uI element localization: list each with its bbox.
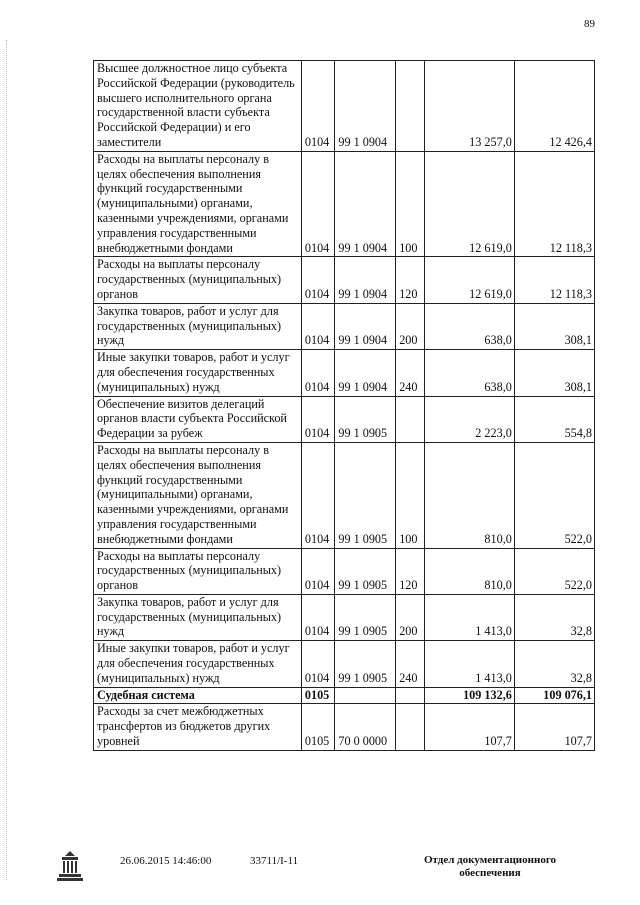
row-target-code: 99 1 0905 bbox=[335, 548, 396, 594]
row-target-code: 99 1 0904 bbox=[335, 257, 396, 303]
row-value-actual: 522,0 bbox=[514, 548, 594, 594]
table-row bbox=[94, 641, 595, 687]
row-expense-kind: 100 bbox=[396, 442, 424, 548]
table-row bbox=[94, 303, 595, 349]
table-row bbox=[94, 594, 595, 640]
row-value-plan: 1 413,0 bbox=[424, 641, 514, 687]
row-value-plan: 810,0 bbox=[424, 548, 514, 594]
row-section-code: 0105 bbox=[301, 704, 334, 750]
row-name: Иные закупки товаров, работ и услуг для обеспечения государственных (муниципальных) нужд bbox=[94, 641, 302, 687]
table-row bbox=[94, 61, 595, 152]
row-target-code: 99 1 0904 bbox=[335, 350, 396, 396]
table-row bbox=[94, 548, 595, 594]
row-value-actual: 308,1 bbox=[514, 303, 594, 349]
row-section-code: 0104 bbox=[301, 641, 334, 687]
table-row bbox=[94, 442, 595, 548]
row-name: Судебная система bbox=[94, 687, 302, 704]
row-target-code: 99 1 0904 bbox=[335, 303, 396, 349]
margin-dotted-line bbox=[6, 40, 9, 880]
table-row bbox=[94, 687, 595, 704]
footer-department bbox=[400, 854, 580, 880]
row-expense-kind bbox=[396, 61, 424, 152]
row-section-code: 0104 bbox=[301, 350, 334, 396]
row-expense-kind bbox=[396, 396, 424, 442]
row-name: Закупка товаров, работ и услуг для государственных (муниципальных) нужд bbox=[94, 303, 302, 349]
row-name: Закупка товаров, работ и услуг для государственных (муниципальных) нужд bbox=[94, 594, 302, 640]
row-name: Расходы на выплаты персоналу государственных (муниципальных) органов bbox=[94, 257, 302, 303]
row-value-actual: 308,1 bbox=[514, 350, 594, 396]
row-section-code: 0104 bbox=[301, 396, 334, 442]
row-expense-kind: 240 bbox=[396, 641, 424, 687]
row-value-plan: 109 132,6 bbox=[424, 687, 514, 704]
row-name: Обеспечение визитов делегаций органов власти субъекта Российской Федерации за рубеж bbox=[94, 396, 302, 442]
row-expense-kind: 120 bbox=[396, 257, 424, 303]
footer-code: 33711/I-11 bbox=[250, 855, 299, 867]
row-value-plan: 638,0 bbox=[424, 350, 514, 396]
row-section-code: 0105 bbox=[301, 687, 334, 704]
table-row bbox=[94, 396, 595, 442]
row-value-plan: 2 223,0 bbox=[424, 396, 514, 442]
row-target-code: 70 0 0000 bbox=[335, 704, 396, 750]
row-name: Расходы на выплаты персоналу в целях обеспечения выполнения функций государственными (муниципальными) органами, казенными учреждениями, органами управления государственными внебюджетными фондами bbox=[94, 151, 302, 257]
row-value-actual: 522,0 bbox=[514, 442, 594, 548]
table-row bbox=[94, 350, 595, 396]
row-value-actual: 12 426,4 bbox=[514, 61, 594, 152]
row-value-plan: 12 619,0 bbox=[424, 257, 514, 303]
row-section-code: 0104 bbox=[301, 61, 334, 152]
row-section-code: 0104 bbox=[301, 257, 334, 303]
row-value-actual: 32,8 bbox=[514, 594, 594, 640]
row-expense-kind: 100 bbox=[396, 151, 424, 257]
budget-table bbox=[93, 60, 595, 751]
table-row bbox=[94, 704, 595, 750]
footer-department-line2: обеспечения bbox=[459, 867, 521, 879]
row-section-code: 0104 bbox=[301, 442, 334, 548]
row-value-actual: 554,8 bbox=[514, 396, 594, 442]
row-expense-kind: 200 bbox=[396, 303, 424, 349]
row-value-plan: 638,0 bbox=[424, 303, 514, 349]
row-value-plan: 810,0 bbox=[424, 442, 514, 548]
row-value-plan: 12 619,0 bbox=[424, 151, 514, 257]
row-target-code: 99 1 0905 bbox=[335, 594, 396, 640]
row-section-code: 0104 bbox=[301, 548, 334, 594]
row-name: Высшее должностное лицо субъекта Российской Федерации (руководитель высшего исполнительного органа государственной власти субъекта Российской Федерации) и его заместители bbox=[94, 61, 302, 152]
row-value-actual: 12 118,3 bbox=[514, 151, 594, 257]
row-section-code: 0104 bbox=[301, 303, 334, 349]
row-value-actual: 12 118,3 bbox=[514, 257, 594, 303]
emblem-icon bbox=[53, 848, 87, 884]
row-value-actual: 109 076,1 bbox=[514, 687, 594, 704]
row-value-actual: 32,8 bbox=[514, 641, 594, 687]
table-row bbox=[94, 257, 595, 303]
row-name: Расходы на выплаты персоналу в целях обеспечения выполнения функций государственными (муниципальными) органами, казенными учреждениями, органами управления государственными внебюджетными фондами bbox=[94, 442, 302, 548]
footer-department-line1: Отдел документационного bbox=[423, 854, 557, 866]
row-section-code: 0104 bbox=[301, 151, 334, 257]
row-name: Расходы на выплаты персоналу государственных (муниципальных) органов bbox=[94, 548, 302, 594]
row-value-plan: 107,7 bbox=[424, 704, 514, 750]
row-name: Расходы за счет межбюджетных трансфертов из бюджетов других уровней bbox=[94, 704, 302, 750]
row-target-code: 99 1 0904 bbox=[335, 151, 396, 257]
row-target-code bbox=[335, 687, 396, 704]
row-expense-kind: 120 bbox=[396, 548, 424, 594]
row-target-code: 99 1 0905 bbox=[335, 442, 396, 548]
row-value-actual: 107,7 bbox=[514, 704, 594, 750]
row-name: Иные закупки товаров, работ и услуг для обеспечения государственных (муниципальных) нужд bbox=[94, 350, 302, 396]
page-number: 89 bbox=[584, 18, 595, 30]
footer-datetime: 26.06.2015 14:46:00 bbox=[120, 855, 212, 867]
row-expense-kind: 200 bbox=[396, 594, 424, 640]
row-section-code: 0104 bbox=[301, 594, 334, 640]
table-row bbox=[94, 151, 595, 257]
row-value-plan: 13 257,0 bbox=[424, 61, 514, 152]
row-target-code: 99 1 0905 bbox=[335, 396, 396, 442]
row-expense-kind bbox=[396, 704, 424, 750]
row-target-code: 99 1 0904 bbox=[335, 61, 396, 152]
row-expense-kind: 240 bbox=[396, 350, 424, 396]
row-expense-kind bbox=[396, 687, 424, 704]
row-target-code: 99 1 0905 bbox=[335, 641, 396, 687]
row-value-plan: 1 413,0 bbox=[424, 594, 514, 640]
